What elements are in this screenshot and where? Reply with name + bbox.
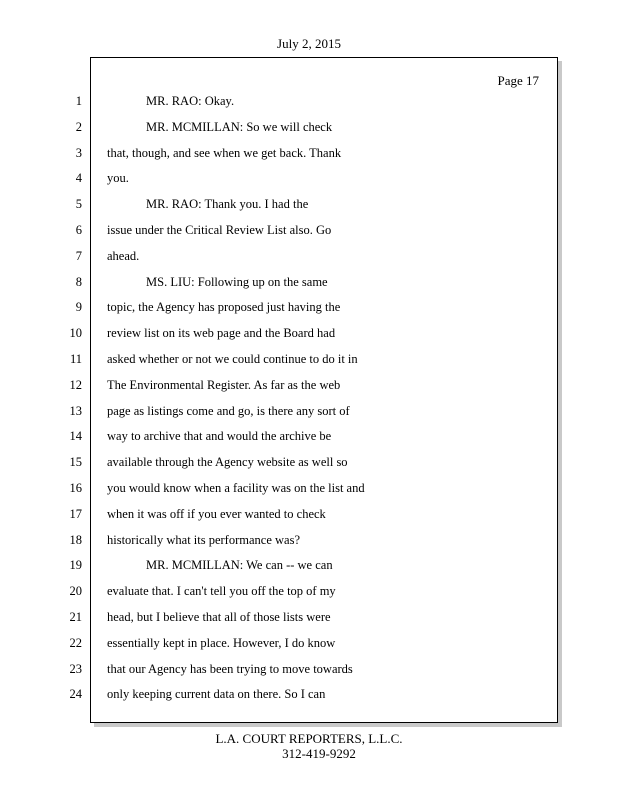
transcript-line (0, 684, 618, 704)
line-number: 6 (75, 223, 82, 237)
transcript-line (0, 246, 618, 266)
line-text: essentially kept in place. However, I do know (107, 635, 336, 650)
line-text: MR. RAO: Thank you. I had the (146, 197, 309, 212)
footer-company: L.A. COURT REPORTERS, L.L.C. (215, 731, 403, 746)
line-number: 15 (69, 455, 82, 470)
line-number: 17 (69, 506, 82, 521)
line-number: 24 (69, 687, 82, 702)
transcript-line (0, 91, 618, 111)
transcript-line (0, 272, 618, 292)
footer-phone: 312-419-9292 (282, 746, 356, 761)
header-date: July 2, 2015 (277, 36, 341, 51)
transcript-line (0, 607, 618, 627)
page-number: Page 17 (497, 73, 539, 88)
transcript-line (0, 194, 618, 214)
transcript-line (0, 581, 618, 601)
line-text: review list on its web page and the Board had (107, 326, 336, 341)
line-text: when it was off if you ever wanted to check (107, 506, 326, 521)
line-number: 10 (69, 326, 82, 341)
line-number: 14 (69, 429, 82, 444)
line-number: 4 (75, 171, 82, 186)
line-number: 3 (75, 145, 82, 160)
transcript-line (0, 297, 618, 317)
transcript-line (0, 117, 618, 137)
transcript-line (0, 143, 618, 163)
transcript-line (0, 659, 618, 679)
transcript-line (0, 349, 618, 369)
line-text: head, but I believe that all of those lists were (107, 610, 331, 624)
transcript-line (0, 401, 618, 421)
line-number: 21 (69, 610, 82, 624)
transcript-line (0, 452, 618, 472)
line-number: 12 (69, 377, 82, 392)
transcript-line (0, 168, 618, 188)
line-number: 8 (75, 274, 82, 289)
line-text: MR. MCMILLAN: So we will check (146, 119, 333, 134)
line-text: MR. RAO: Okay. (146, 94, 235, 108)
line-text: page as listings come and go, is there any sort of (107, 403, 350, 418)
line-number: 18 (69, 532, 82, 547)
line-number: 2 (75, 119, 82, 134)
line-text: MS. LIU: Following up on the same (146, 274, 328, 289)
line-text: you. (107, 171, 129, 186)
line-text: ahead. (107, 248, 140, 263)
line-number: 16 (69, 481, 82, 495)
line-text: historically what its performance was? (107, 532, 300, 547)
line-text: The Environmental Register. As far as the web (107, 377, 341, 392)
line-number: 9 (75, 300, 82, 315)
transcript-line (0, 323, 618, 343)
line-number: 19 (69, 558, 82, 573)
transcript-line (0, 504, 618, 524)
line-text: that our Agency has been trying to move towards (107, 661, 353, 676)
transcript-line (0, 530, 618, 550)
line-number: 5 (75, 197, 82, 212)
line-text: asked whether or not we could continue to do it in (107, 352, 358, 366)
line-number: 1 (75, 94, 82, 108)
line-number: 20 (69, 584, 82, 599)
line-text: only keeping current data on there. So I can (107, 687, 326, 702)
line-text: topic, the Agency has proposed just having the (107, 300, 341, 315)
transcript-line (0, 555, 618, 575)
line-number: 7 (75, 248, 82, 263)
line-text: evaluate that. I can't tell you off the top of my (107, 584, 336, 599)
line-number: 11 (69, 352, 82, 366)
line-number: 22 (69, 635, 82, 650)
line-text: you would know when a facility was on the list and (107, 481, 365, 495)
transcript-line (0, 220, 618, 240)
line-text: available through the Agency website as well so (107, 455, 348, 470)
line-number: 23 (69, 661, 82, 676)
line-text: way to archive that and would the archive be (107, 429, 332, 444)
line-text: that, though, and see when we get back. Thank (107, 145, 342, 160)
footer (0, 731, 618, 761)
line-text: MR. MCMILLAN: We can -- we can (146, 558, 333, 573)
transcript-line (0, 633, 618, 653)
transcript-line (0, 375, 618, 395)
line-number: 13 (69, 403, 82, 418)
transcript-line (0, 478, 618, 498)
transcript-line (0, 426, 618, 446)
line-text: issue under the Critical Review List also. Go (107, 223, 332, 237)
